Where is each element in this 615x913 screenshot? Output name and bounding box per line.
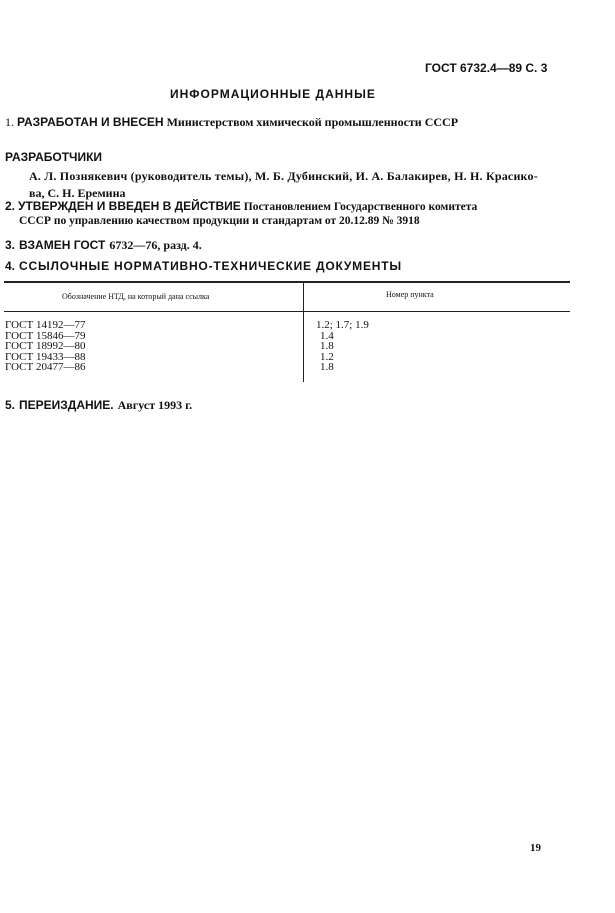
table-cell-doc: ГОСТ 18992—80 — [5, 340, 86, 352]
item-text: Постановлением Государственного комитета — [243, 201, 478, 213]
item-heading: УТВЕРЖДЕН И ВВЕДЕН В ДЕЙСТВИЕ — [18, 199, 241, 213]
table-cell-doc: ГОСТ 15846—79 — [5, 329, 86, 342]
table-top-rule — [4, 281, 570, 283]
item-heading: ВЗАМЕН ГОСТ — [19, 238, 106, 252]
item-heading: ССЫЛОЧНЫЕ НОРМАТИВНО-ТЕХНИЧЕСКИЕ ДОКУМЕНТЫ — [19, 259, 402, 273]
item-2-text-continued: СССР по управлению качеством продукции и стандартам от 20.12.89 № 3918 — [19, 215, 420, 227]
item-3 — [5, 236, 202, 254]
item-2 — [5, 199, 477, 214]
page-title: ИНФОРМАЦИОННЫЕ ДАННЫЕ — [170, 87, 376, 101]
table-header-item-number: Номер пункта — [386, 290, 434, 299]
table-cell-doc: ГОСТ 20477—86 — [5, 361, 86, 373]
page-number: 19 — [530, 842, 541, 854]
table-header-document: Обозначение НТД, на который дана ссылка — [62, 292, 210, 301]
document-code-header: ГОСТ 6732.4—89 С. 3 — [425, 61, 548, 75]
table-cell-doc: ГОСТ 19433—88 — [5, 350, 86, 363]
developers-line-2: ва, С. Н. Еремина — [29, 186, 126, 200]
table-cell-item: 1.2; 1.7; 1.9 — [316, 319, 369, 331]
item-number: 1. — [5, 115, 14, 129]
item-heading: РАЗРАБОТАН И ВНЕСЕН — [17, 115, 164, 129]
item-text: Министерством химической промышленности СССР — [166, 115, 459, 129]
item-text: Август 1993 г. — [117, 398, 193, 412]
table-column-items — [316, 320, 369, 373]
table-header-rule — [4, 311, 570, 312]
table-column-documents — [5, 320, 85, 373]
item-5 — [5, 396, 192, 414]
item-number: 4. — [5, 259, 16, 273]
table-cell-item: 1.8 — [320, 340, 334, 352]
table-cell-doc: ГОСТ 14192—77 — [5, 319, 86, 331]
table-cell-item: 1.8 — [320, 361, 334, 373]
item-number: 3. — [5, 238, 16, 252]
item-number: 2. — [5, 199, 16, 213]
item-text: 6732—76, разд. 4. — [109, 238, 202, 252]
table-cell-item: 1.2 — [320, 350, 334, 363]
developers-heading: РАЗРАБОТЧИКИ — [5, 150, 103, 164]
table-cell-item: 1.4 — [320, 329, 334, 342]
item-4 — [5, 257, 402, 275]
item-heading: ПЕРЕИЗДАНИЕ. — [19, 398, 114, 412]
item-1 — [5, 115, 458, 130]
developers-line-1: А. Л. Познякевич (руководитель темы), М. Б. Дубинский, И. А. Балакирев, Н. Н. Красико- — [29, 169, 538, 183]
item-number: 5. — [5, 398, 16, 412]
table-column-divider — [303, 282, 304, 382]
